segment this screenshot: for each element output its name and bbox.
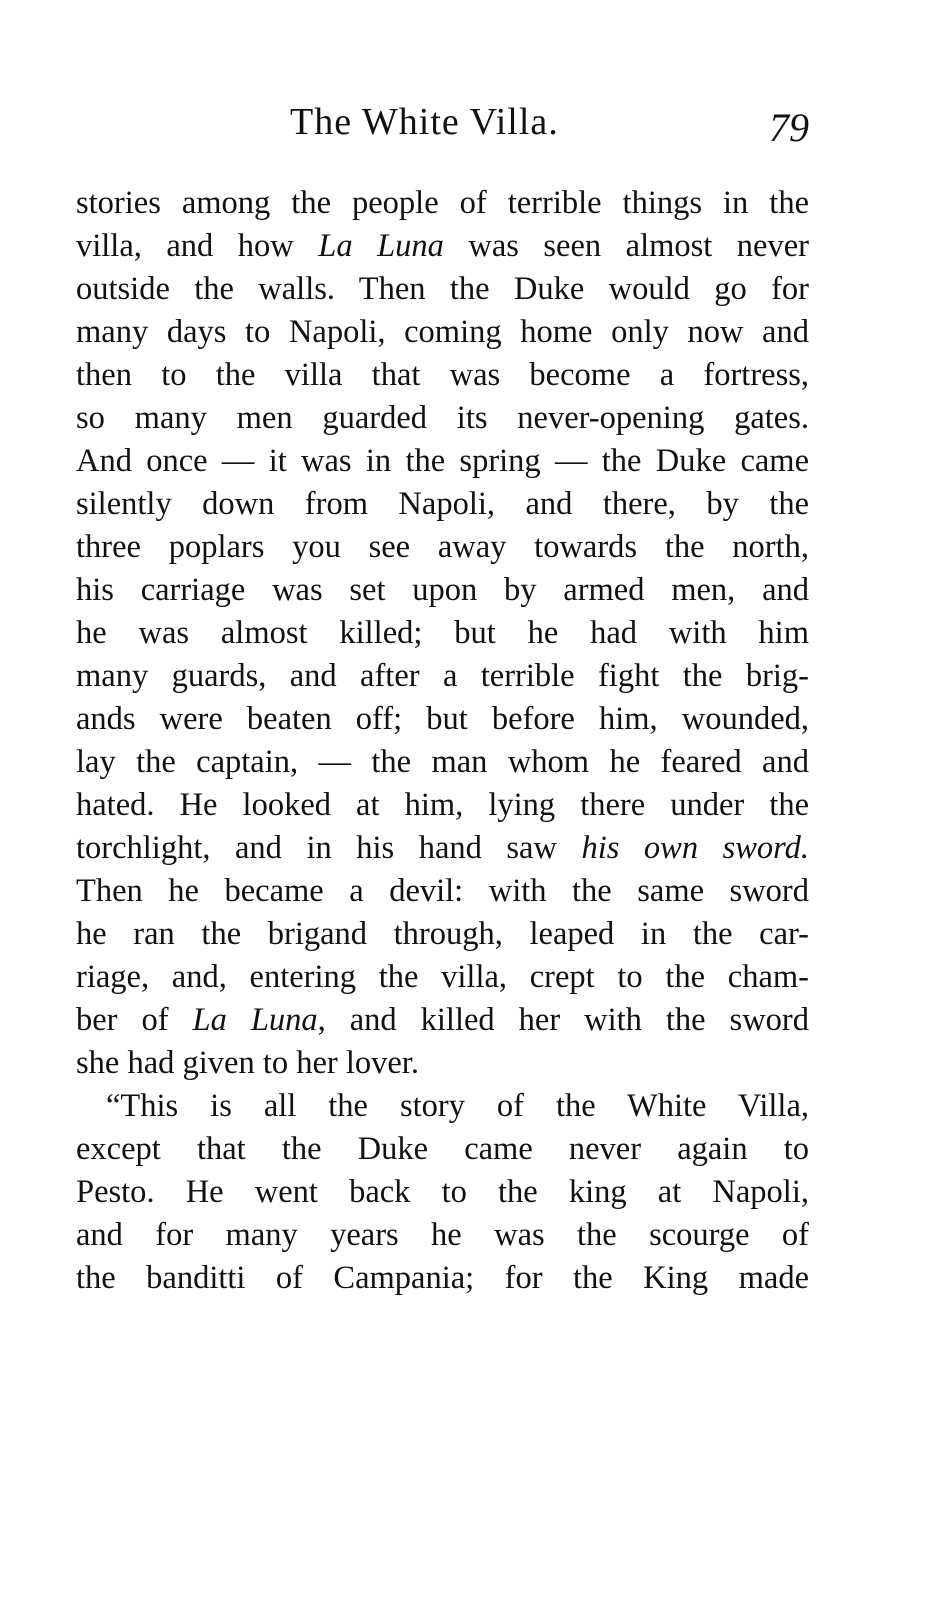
body-text xyxy=(76,182,809,1300)
text-line: many days to Napoli, coming home only now and xyxy=(76,314,809,350)
text-line: silently down from Napoli, and there, by the xyxy=(76,486,809,522)
emphasis: La Luna xyxy=(192,1002,318,1038)
text-line: And once — it was in the spring — the Duke came xyxy=(76,443,809,479)
running-title: The White Villa. xyxy=(290,101,559,143)
text-line: his carriage was set upon by armed men, and xyxy=(76,572,809,608)
text-line: ands were beaten off; but before him, wounded, xyxy=(76,701,809,737)
text-line: stories among the people of terrible things in the xyxy=(76,185,809,221)
text-line: outside the walls. Then the Duke would go for xyxy=(76,271,809,307)
text-line: except that the Duke came never again to xyxy=(76,1131,809,1167)
text-line: and for many years he was the scourge of xyxy=(76,1217,809,1253)
page-header xyxy=(75,100,815,160)
emphasis: La Luna xyxy=(318,228,444,264)
text-line: three poplars you see away towards the north, xyxy=(76,529,809,565)
text-line: hated. He looked at him, lying there under the xyxy=(76,787,809,823)
text-line: Pesto. He went back to the king at Napoli, xyxy=(76,1174,809,1210)
text-line: so many men guarded its never-opening gates. xyxy=(76,400,809,436)
text-line: Then he became a devil: with the same sword xyxy=(76,873,809,909)
emphasis: his own sword. xyxy=(581,830,810,866)
text-line: then to the villa that was become a fortress, xyxy=(76,357,809,393)
page-number: 79 xyxy=(769,105,809,150)
text-line: he was almost killed; but he had with him xyxy=(76,615,809,651)
text-line: many guards, and after a terrible fight the brig- xyxy=(76,658,809,694)
paragraph xyxy=(76,1085,809,1300)
text-line: lay the captain, — the man whom he feared and xyxy=(76,744,809,780)
paragraph xyxy=(76,182,809,1085)
text-line: she had given to her lover. xyxy=(76,1045,419,1081)
text-line: ber of La Luna, and killed her with the sword xyxy=(76,1002,809,1038)
text-line: he ran the brigand through, leaped in the car- xyxy=(76,916,809,952)
text-line: the banditti of Campania; for the King made xyxy=(76,1260,809,1296)
text-line: “This is all the story of the White Villa, xyxy=(106,1088,809,1124)
text-line: villa, and how La Luna was seen almost never xyxy=(76,228,809,264)
text-line: torchlight, and in his hand saw his own sword. xyxy=(76,830,810,866)
text-line: riage, and, entering the villa, crept to the cham- xyxy=(76,959,809,995)
